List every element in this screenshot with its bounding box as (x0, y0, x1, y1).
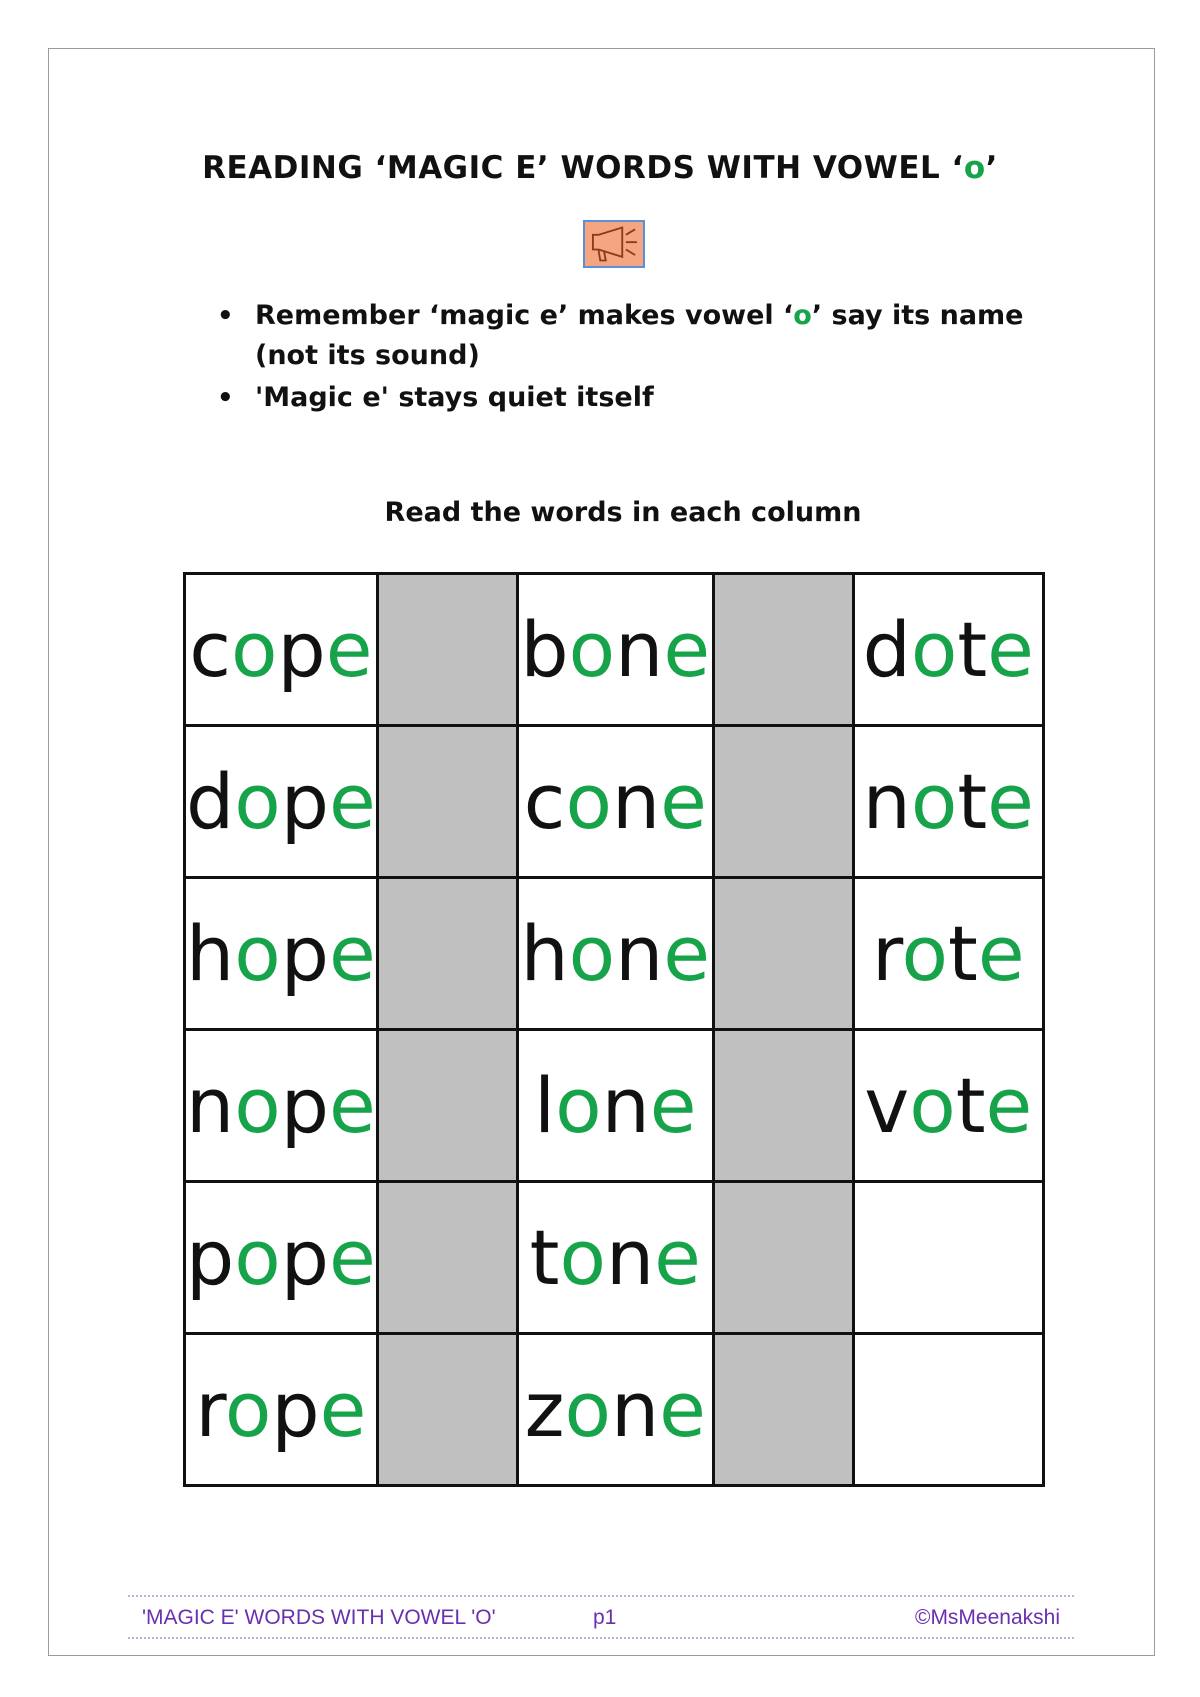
word-cell (517, 574, 713, 726)
word-letter-vowel: o (555, 1060, 602, 1150)
footer-copyright: ©MsMeenakshi (914, 1606, 1060, 1629)
word-letter-vowel: o (565, 756, 612, 846)
writing-gap-cell (377, 726, 517, 878)
word-letter-e: e (659, 1364, 706, 1454)
page-number: p1 (593, 1606, 617, 1629)
word-cell (185, 574, 378, 726)
word-letter-e: e (649, 1060, 697, 1150)
word-letter-start: c (523, 756, 566, 846)
word-letter-cons: n (615, 908, 664, 998)
word-letter-e: e (329, 1212, 376, 1302)
title-suffix: ’ (985, 150, 998, 186)
footer-title: 'MAGIC E' WORDS WITH VOWEL 'O' (142, 1606, 496, 1629)
word-row (185, 1182, 1044, 1334)
word-cell (185, 1030, 378, 1182)
word-letter-cons: n (615, 604, 664, 694)
word-letter-vowel: o (234, 1060, 281, 1150)
word-letter-cons: t (955, 1060, 986, 1150)
word-letter-vowel: o (910, 756, 958, 846)
word-letter-e: e (663, 604, 711, 694)
word-letter-start: n (186, 1060, 235, 1150)
writing-gap-cell (713, 1030, 853, 1182)
footer (128, 1595, 1074, 1639)
writing-gap-cell (377, 878, 517, 1030)
word-letter-e: e (663, 908, 711, 998)
word-cell (517, 1182, 713, 1334)
word-letter-vowel: o (901, 908, 949, 998)
word-cell (853, 1182, 1043, 1334)
word-letter-e: e (987, 756, 1034, 846)
word-letter-cons: n (611, 1364, 660, 1454)
word-letter-vowel: o (559, 1212, 606, 1302)
writing-gap-cell (713, 1182, 853, 1334)
word-letter-start: z (524, 1364, 565, 1454)
writing-gap-cell (377, 574, 517, 726)
word-cell (185, 1334, 378, 1486)
word-letter-cons: n (601, 1060, 650, 1150)
word-cell (853, 878, 1043, 1030)
word-letter-start: p (186, 1212, 235, 1302)
word-letter-start: r (195, 1364, 225, 1454)
megaphone-icon[interactable] (583, 220, 645, 268)
title-prefix: READING ‘MAGIC E’ WORDS WITH VOWEL ‘ (202, 150, 964, 186)
word-letter-e: e (987, 604, 1034, 694)
word-cell (853, 1030, 1043, 1182)
word-row (185, 878, 1044, 1030)
word-letter-cons: n (605, 1212, 655, 1302)
word-cell (517, 1030, 713, 1182)
word-letter-start: r (871, 908, 902, 998)
word-letter-vowel: o (224, 1364, 272, 1454)
word-table (183, 572, 1045, 1487)
word-letter-cons: n (611, 756, 661, 846)
word-letter-vowel: o (568, 604, 616, 694)
writing-gap-cell (713, 878, 853, 1030)
word-row (185, 726, 1044, 878)
word-letter-start: b (520, 604, 569, 694)
word-letter-cons: t (957, 756, 988, 846)
bullet-text: 'Magic e' stays quiet itself (255, 382, 654, 413)
word-letter-vowel: o (909, 1060, 956, 1150)
word-cell (853, 574, 1043, 726)
word-letter-vowel: o (234, 908, 281, 998)
word-row (185, 1030, 1044, 1182)
writing-gap-cell (377, 1334, 517, 1486)
word-row (185, 1334, 1044, 1486)
bullet-vowel: o (793, 300, 812, 331)
word-letter-vowel: o (568, 908, 616, 998)
word-letter-e: e (985, 1060, 1033, 1150)
title-vowel: o (963, 150, 986, 186)
word-cell (517, 726, 713, 878)
word-cell (185, 1182, 378, 1334)
word-letter-start: t (529, 1212, 560, 1302)
word-letter-vowel: o (234, 756, 281, 846)
page-title (0, 150, 1200, 186)
word-letter-e: e (328, 1060, 376, 1150)
word-cell (517, 1334, 713, 1486)
writing-gap-cell (713, 1334, 853, 1486)
bullet-text-suffix: ’ say its name (not its sound) (255, 300, 1024, 371)
word-letter-start: d (186, 756, 235, 846)
word-letter-start: h (186, 908, 235, 998)
word-letter-start: v (864, 1060, 910, 1150)
writing-gap-cell (377, 1182, 517, 1334)
word-cell (853, 726, 1043, 878)
word-letter-start: l (533, 1060, 556, 1150)
bullet-item (215, 378, 1045, 418)
word-letter-e: e (328, 908, 376, 998)
word-letter-cons: t (948, 908, 978, 998)
word-letter-vowel: o (564, 1364, 611, 1454)
word-letter-cons: p (271, 1364, 320, 1454)
word-cell (853, 1334, 1043, 1486)
word-cell (517, 878, 713, 1030)
word-letter-start: d (862, 604, 911, 694)
word-letter-cons: t (957, 604, 988, 694)
word-letter-e: e (977, 908, 1025, 998)
word-letter-e: e (325, 604, 373, 694)
word-letter-vowel: o (910, 604, 958, 694)
word-letter-start: n (862, 756, 911, 846)
word-letter-cons: p (277, 604, 326, 694)
instructions-list (215, 296, 1045, 420)
word-letter-start: h (520, 908, 569, 998)
bullet-item (215, 296, 1045, 376)
word-letter-e: e (654, 1212, 701, 1302)
writing-gap-cell (713, 726, 853, 878)
word-letter-start: c (189, 604, 232, 694)
word-cell (185, 726, 378, 878)
word-letter-e: e (319, 1364, 367, 1454)
instruction-heading: Read the words in each column (384, 497, 862, 528)
word-row (185, 574, 1044, 726)
writing-gap-cell (377, 1030, 517, 1182)
writing-gap-cell (713, 574, 853, 726)
word-letter-e: e (660, 756, 707, 846)
bullet-text-prefix: Remember ‘magic e’ makes vowel ‘ (255, 300, 794, 331)
word-cell (185, 878, 378, 1030)
word-letter-cons: p (280, 1212, 329, 1302)
word-letter-cons: p (280, 908, 329, 998)
word-letter-vowel: o (231, 604, 278, 694)
word-letter-vowel: o (234, 1212, 281, 1302)
word-letter-cons: p (280, 756, 329, 846)
word-letter-cons: p (280, 1060, 329, 1150)
word-letter-e: e (329, 756, 376, 846)
